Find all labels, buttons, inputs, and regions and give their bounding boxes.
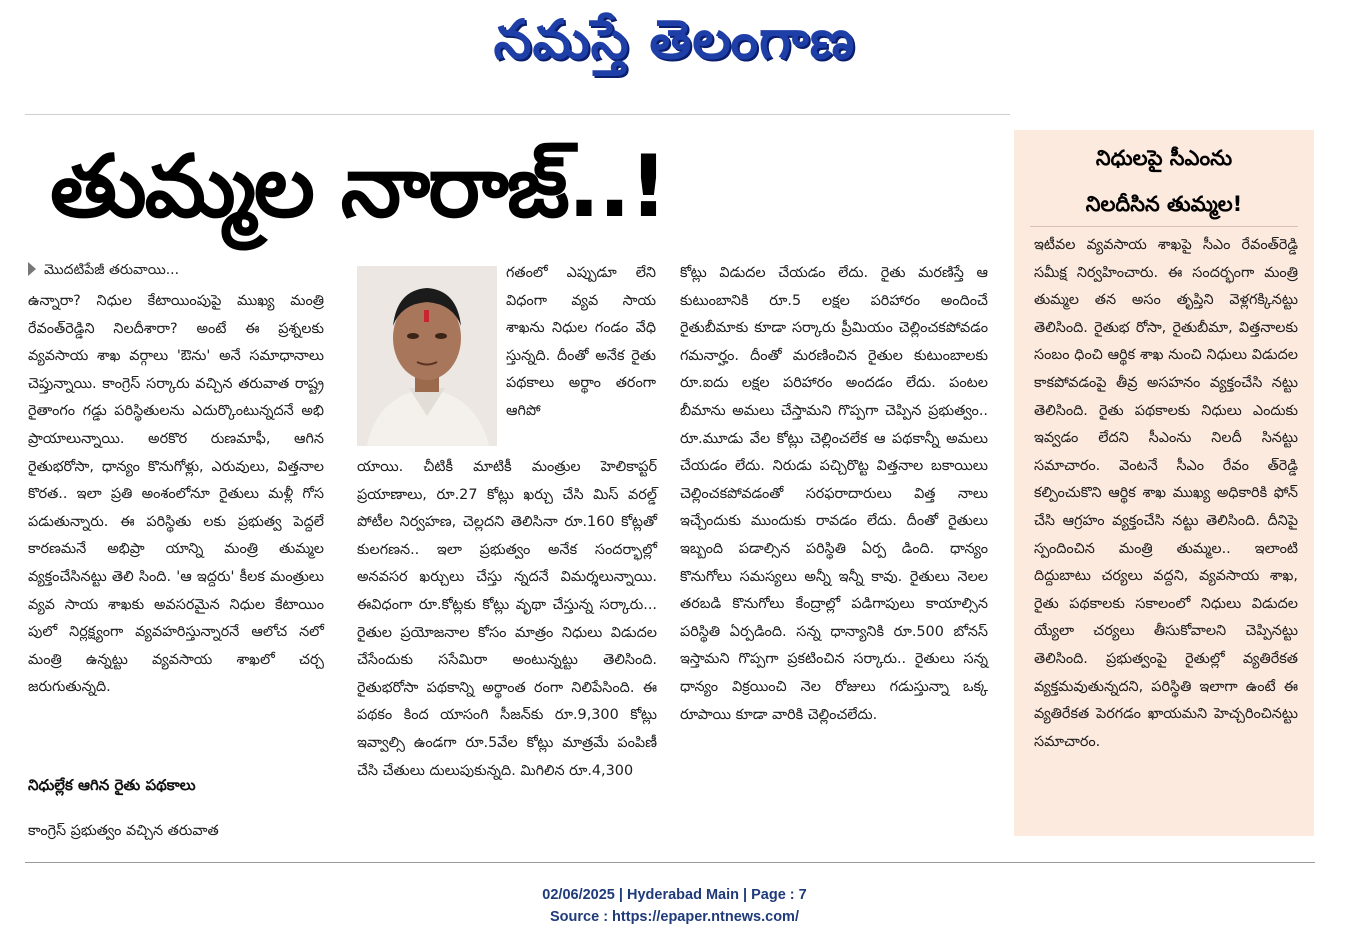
sidebar-heading-line-1: నిధులపై సీఎంను bbox=[1095, 146, 1233, 170]
sidebar-divider bbox=[1030, 226, 1298, 227]
minister-photo bbox=[357, 266, 497, 446]
footer-divider bbox=[25, 862, 1315, 863]
column-1b-text: కాంగ్రెస్‌ ప్రభుత్వం వచ్చిన తరువాత bbox=[28, 823, 219, 839]
column-2b-text: యాయి. చీటికీ మాటికీ మంత్రుల హెలికాప్టర్‌ ప్రయాణాలు, రూ.27 కోట్లు ఖర్చు చేసి మిస్‌ వరల్డ్‌ పోటీల నిర్వహణ, చెల్లదని తెలిసినా రూ.160 కోట్లతో కులగణన.. ఇలా ప్రభుత్వం అనేక సందర్భాల్లో అనవసర ఖర్చులు చేస్తు న్నదనే విమర్శలున్నాయి. ఈవిధంగా రూ.కోట్లకు కోట్లు వృథా చేస్తున్న సర్కారు... రైతుల ప్రయోజనాల కోసం మాత్రం నిధులు విడుదల చేసేందుకు ససేమిరా అంటున్నట్టు తెలిసింది. రైతుభరోసా పథకాన్ని అర్థాంత రంగా నిలిపేసింది. ఈ పథకం కింద యాసంగి సీజన్‌కు రూ.9,300 కోట్లు ఇవ్వాల్సి ఉండగా రూ.5వేల కోట్లు మాత్రమే పంపిణీ చేసి చేతులు దులుపుకున్నది. మిగిలిన రూ.4,300 bbox=[357, 459, 657, 779]
person-portrait-icon bbox=[357, 266, 497, 446]
chevron-right-icon bbox=[28, 262, 36, 276]
column-3-text: కోట్లు విడుదల చేయడం లేదు. రైతు మరణిస్తే ఆ కుటుంబానికి రూ.5 లక్షల పరిహారం అందించే రైతుబీమాకు కూడా సర్కారు ప్రీమియం చెల్లించకపోవడం గమనార్హం. దీంతో మరణించిన రైతుల కుటుంబాలకు రూ.ఐదు లక్షల పరిహారం అందడం లేదు. పంటల బీమాను అమలు చేస్తామని గొప్పగా చెప్పిన ప్రభుత్వం.. రూ.మూడు వేల కోట్లు చెల్లించలేక ఆ పథకాన్నీ అమలు చేయడం లేదు. నిరుడు పచ్చిరొట్ట విత్తనాల బకాయిలు చెల్లించకపోవడంతో సరఫరాదారులు విత్త నాలు ఇచ్చేందుకు ముందుకు రావడం లేదు. దీంతో రైతులు ఇబ్బంది పడాల్సిన పరిస్థితి ఏర్ప డింది. ధాన్యం కొనుగోలు సమస్యలు అన్నీ ఇన్నీ కావు. రైతులు నెలల తరబడి కొనుగోలు కేంద్రాల్లో పడిగాపులు కాయాల్సిన పరిస్థితి ఏర్పడింది. సన్న ధాన్యానికి రూ.500 బోనస్‌ ఇస్తామని గొప్పగా ప్రకటించిన సర్కారు.. రైతులు సన్న ధాన్యం విక్రయించి నెల రోజులు గడుస్తున్నా ఒక్క రూపాయి కూడా వారికి చెల్లించలేదు. bbox=[680, 265, 988, 723]
article-column-2 bbox=[357, 454, 657, 785]
footer-edition-info: 02/06/2025 | Hyderabad Main | Page : 7 bbox=[542, 887, 807, 903]
column-2a-text: గతంలో ఎప్పుడూ లేని విధంగా వ్యవ సాయ శాఖను నిధుల గండం వేధి స్తున్నది. దీంతో అనేక రైతు పథకాలు అర్థాం తరంగా ఆగిపో bbox=[506, 265, 656, 419]
continued-text: మొదటిపేజీ తరువాయి... bbox=[44, 262, 180, 278]
article-headline: తుమ్మల నారాజ్‌..! bbox=[50, 137, 667, 237]
footer-source-link[interactable]: Source : https://epaper.ntnews.com/ bbox=[550, 909, 799, 925]
article-column-1 bbox=[28, 288, 324, 702]
article-subheading: నిధుల్లేక ఆగిన రైతు పథకాలు bbox=[28, 776, 196, 794]
article-column-1-continued bbox=[28, 818, 324, 846]
page-footer bbox=[0, 884, 1349, 928]
sidebar-body-text: ఇటీవల వ్యవసాయ శాఖపై సీఎం రేవంత్‌రెడ్డి సమీక్ష నిర్వహించారు. ఈ సందర్భంగా మంత్రి తుమ్మల తన అసం తృప్తిని వెళ్లగక్కినట్టు తెలిసింది. రైతుభ రోసా, రైతుబీమా, విత్తనాలకు సంబం ధించి ఆర్థిక శాఖ నుంచి నిధులు విడుదల కాకపోవడంపై తీవ్ర అసహనం వ్యక్తంచేసి నట్టు తెలిసింది. రైతు పథకాలకు నిధులు ఎందుకు ఇవ్వడం లేదని సీఎంను నిలదీ సినట్టు సమాచారం. వెంటనే సీఎం రేవం త్‌రెడ్డి కల్పించుకొని ఆర్థిక శాఖ ముఖ్య అధికారికి ఫోన్‌ చేసి ఆగ్రహం వ్యక్తంచేసి నట్టు తెలిసింది. దీనిపై స్పందించిన మంత్రి తుమ్మల.. ఇలాంటి దిద్దుబాటు చర్యలు వద్దని, వ్యవసాయ శాఖ, రైతు పథకాలకు సకాలంలో నిధులు విడుదల య్యేలా చర్యలు తీసుకోవాలని చెప్పినట్టు తెలిసింది. ప్రభుత్వంపై రైతుల్లో వ్యతిరేకత వ్యక్తమవుతున్నదని, పరిస్థితి ఇలాగా ఉంటే ఈ వ్యతిరేకత పెరగడం ఖాయమని హెచ్చరించినట్టు సమాచారం. bbox=[1034, 237, 1298, 750]
article-column-3 bbox=[680, 260, 988, 729]
divider bbox=[25, 114, 1010, 115]
continued-label bbox=[28, 262, 179, 281]
sidebar-heading bbox=[1014, 142, 1314, 220]
newspaper-masthead: నమస్తే తెలంగాణ bbox=[493, 8, 856, 71]
article-column-2-top bbox=[506, 260, 656, 426]
sidebar-body bbox=[1034, 232, 1298, 756]
column-1-text: ఉన్నారా? నిధుల కేటాయింపుపై ముఖ్య మంత్రి రేవంత్‌రెడ్డిని నిలదీశారా? అంటే ఈ ప్రశ్నలకు వ్యవసాయ శాఖ వర్గాలు 'ఔను' అనే సమాధానాలు చెప్తున్నాయి. కాంగ్రెస్‌ సర్కారు వచ్చిన తరువాత రాష్ట్ర రైతాంగం గడ్డు పరిస్థితులను ఎదుర్కొంటున్నదనే అభి ప్రాయాలున్నాయి. అరకొర రుణమాఫీ, ఆగిన రైతుభరోసా, ధాన్యం కొనుగోళ్లు, ఎరువులు, విత్తనాల కొరత.. ఇలా ప్రతి అంశంలోనూ రైతులు మళ్లీ గోస పడుతున్నారు. ఈ పరిస్థితు లకు ప్రభుత్వ పెద్దలే కారణమనే అభిప్రా యాన్ని మంత్రి తుమ్మల వ్యక్తంచేసినట్టు తెలి సింది. 'ఆ ఇద్దరు' కీలక మంత్రులు వ్యవ సాయ శాఖకు అవసరమైన నిధుల కేటాయిం పులో నిర్లక్ష్యంగా వ్యవహరిస్తున్నారనే ఆలోచ నలో మంత్రి ఉన్నట్టు వ్యవసాయ శాఖలో చర్చ జరుగుతున్నది. bbox=[28, 293, 324, 696]
sidebar-heading-line-2: నిలదీసిన తుమ్మల! bbox=[1085, 192, 1243, 216]
